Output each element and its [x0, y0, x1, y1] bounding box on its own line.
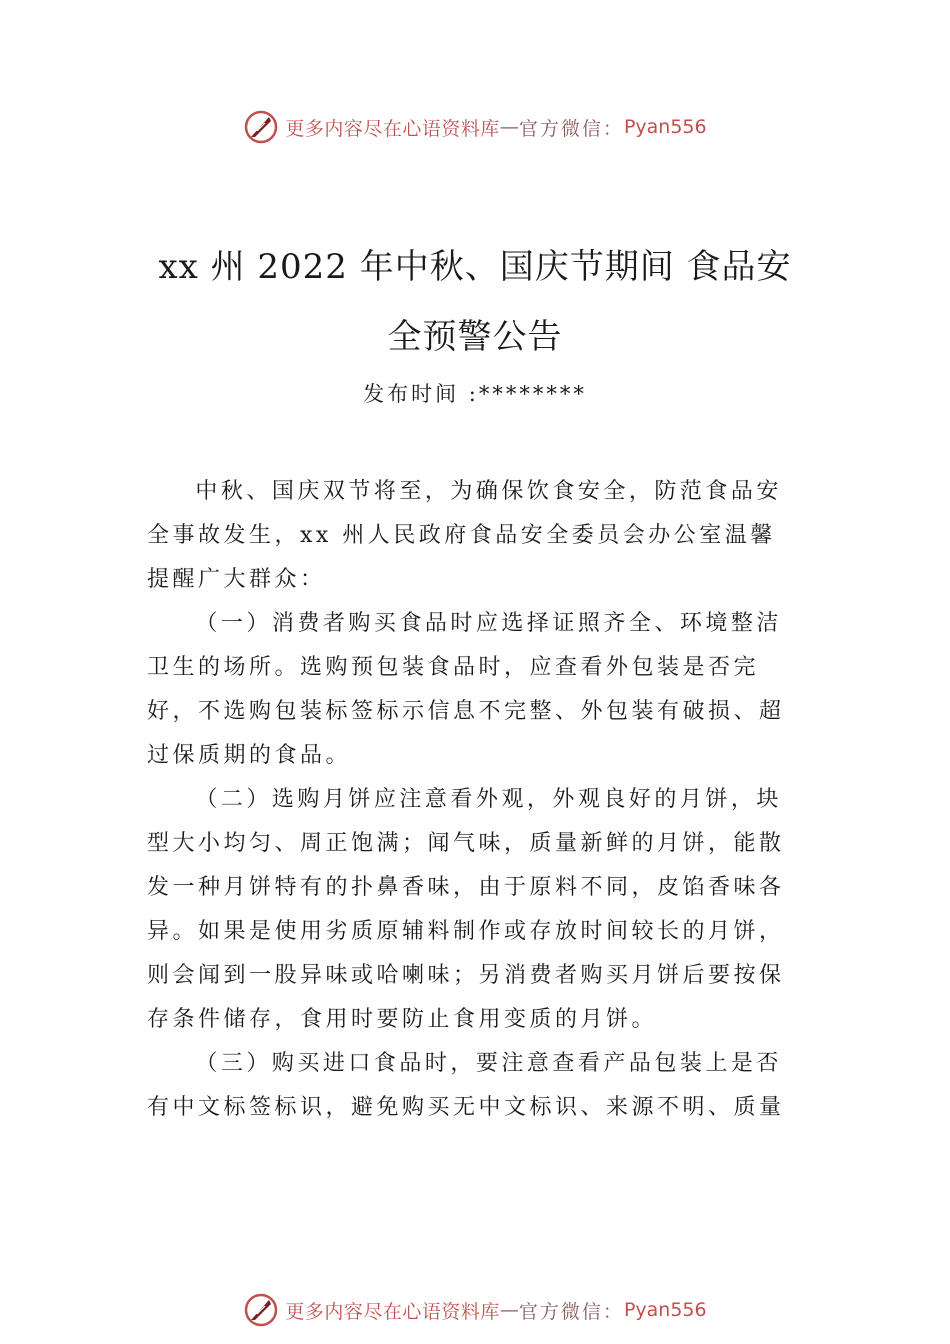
document-body: [147, 470, 792, 1130]
paragraph-item-2: （二）选购月饼应注意看外观，外观良好的月饼，块型大小均匀、周正饱满；闻气味，质量新鲜的月饼，能散发一种月饼特有的扑鼻香味，由于原料不同，皮馅香味各异。如果是使用劣质原辅料制作或存放时间较长的月饼， 则会闻到一股异味或哈喇味；另消费者购买月饼后要按保存条件储存，食用时要防止食用变质的月饼。: [147, 787, 785, 1032]
watermark-wechat-id: Pyan556: [623, 1299, 707, 1321]
watermark-text: 更多内容尽在心语资料库: [285, 1300, 500, 1323]
paragraph-intro: 中秋、国庆双节将至，为确保饮食安全，防范食品安全事故发生，xx 州人民政府食品安全委员会办公室温馨提醒广大群众：: [147, 479, 782, 592]
header-watermark: [0, 107, 950, 147]
paragraph-item-1: （一）消费者购买食品时应选择证照齐全、环境整洁卫生的场所。选购预包装食品时，应查看外包装是否完好，不选购包装标签标示信息不完整、外包装有破损、超过保质期的食品。: [147, 611, 785, 768]
watermark-dash: —: [499, 1299, 519, 1321]
document-title: [140, 232, 810, 372]
watermark-wechat-id: Pyan556: [623, 116, 707, 138]
quill-logo-icon: [243, 109, 279, 145]
title-line-2: 全预警公告: [387, 317, 563, 357]
paragraph-item-3: （三）购买进口食品时，要注意查看产品包装上是否有中文标签标识，避免购买无中文标识、来源不明、质量: [147, 1051, 785, 1120]
watermark-wechat-label: 官方微信：: [518, 1300, 624, 1323]
quill-logo-icon: [243, 1292, 279, 1328]
watermark-wechat-label: 官方微信：: [518, 117, 624, 140]
watermark-text: 更多内容尽在心语资料库: [285, 117, 500, 140]
footer-watermark: [0, 1290, 950, 1330]
watermark-dash: —: [499, 116, 519, 138]
title-line-1: xx 州 2022 年中秋、国庆节期间 食品安: [158, 247, 792, 287]
publish-date: 发布时间 :********: [363, 382, 587, 406]
